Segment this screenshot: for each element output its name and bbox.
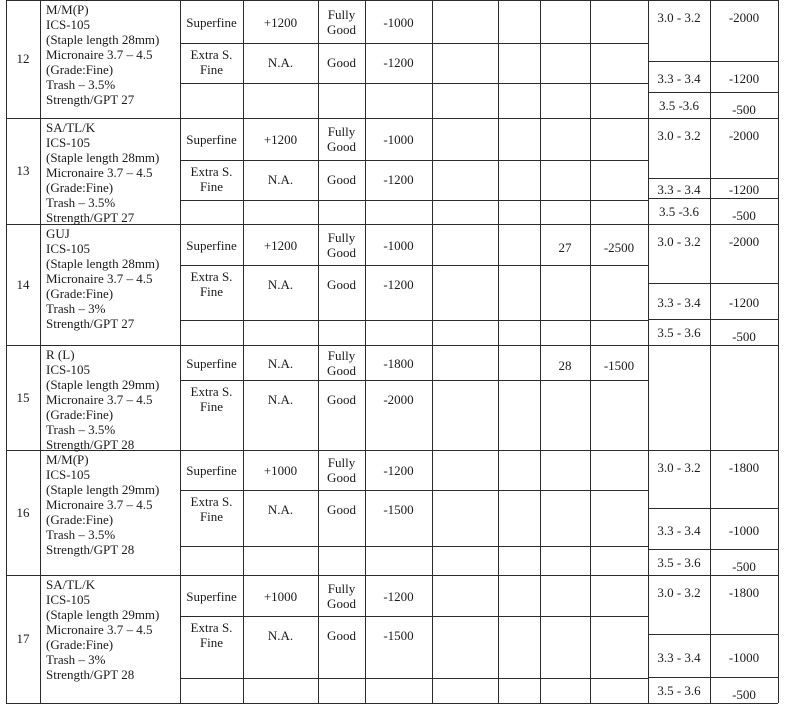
premium-extra-fine: N.A. (267, 628, 294, 643)
variety-description: ICS-105 (46, 467, 91, 482)
row-rule (648, 178, 778, 179)
micronaire-discount: -500 (732, 329, 756, 344)
grade-superfine: Superfine (186, 463, 237, 478)
row-rule (648, 549, 778, 550)
micronaire-range: 3.3 - 3.4 (657, 70, 701, 86)
micronaire-discount: -1800 (728, 460, 760, 475)
micronaire-discount: -1200 (728, 182, 760, 197)
column-rule (590, 0, 591, 703)
grade-extra-fine: Extra S. (190, 164, 233, 179)
variety-description: (Staple length 28mm) (46, 256, 160, 271)
strength-discount: -1500 (603, 357, 635, 373)
row-rule (180, 546, 648, 547)
variety-description: Strength/GPT 27 (46, 92, 135, 107)
variety-description: Trash – 3.5% (46, 77, 116, 92)
discount-extra-fine: -1200 (383, 172, 414, 187)
variety-description: Strength/GPT 28 (46, 437, 135, 452)
variety-description: ICS-105 (46, 135, 91, 150)
discount-superfine: -1200 (383, 588, 414, 604)
variety-description: ICS-105 (46, 241, 91, 256)
quality-fully-good: Fully (327, 6, 356, 22)
variety-description: Micronaire 3.7 – 4.5 (46, 622, 153, 637)
micronaire-range: 3.3 - 3.4 (657, 295, 701, 310)
variety-description: Strength/GPT 28 (46, 542, 135, 557)
micronaire-discount: -1000 (728, 649, 760, 665)
row-rule (180, 200, 648, 201)
serial-number: 13 (16, 163, 30, 178)
strength-discount: -2500 (603, 239, 635, 255)
quality-fully-good: Good (327, 362, 356, 378)
micronaire-discount: -500 (732, 102, 756, 117)
variety-description: (Staple length 28mm) (46, 32, 160, 47)
micronaire-discount: -500 (732, 687, 756, 702)
variety-description: Micronaire 3.7 – 4.5 (46, 392, 153, 407)
row-rule (6, 118, 778, 119)
variety-description: GUJ (46, 226, 70, 241)
quality-fully-good: Good (327, 244, 356, 260)
row-rule (180, 490, 648, 491)
discount-extra-fine: -1500 (383, 502, 414, 517)
row-rule (180, 678, 648, 679)
quality-good: Good (327, 502, 356, 517)
serial-number: 14 (16, 276, 30, 292)
column-rule (40, 0, 41, 703)
grade-extra-fine: Fine (199, 509, 224, 524)
row-rule (180, 43, 648, 44)
premium-superfine: +1000 (263, 463, 298, 478)
discount-superfine: -1000 (383, 132, 414, 147)
discount-extra-fine: -1200 (383, 55, 414, 70)
micronaire-discount: -1200 (728, 70, 760, 86)
micronaire-discount: -2000 (728, 234, 760, 249)
micronaire-discount: -500 (732, 559, 756, 574)
quality-fully-good: Good (327, 21, 356, 37)
column-rule (778, 0, 779, 703)
premium-extra-fine: N.A. (267, 172, 294, 187)
quality-good: Good (327, 277, 356, 292)
column-rule (540, 0, 541, 703)
variety-description: R (L) (46, 347, 75, 362)
variety-description: M/M(P) (46, 2, 89, 17)
row-rule (180, 265, 648, 266)
premium-superfine: +1200 (263, 237, 298, 253)
column-rule (710, 0, 711, 703)
variety-description: Trash – 3% (46, 301, 106, 316)
grade-superfine: Superfine (186, 237, 237, 253)
grade-extra-fine: Extra S. (190, 494, 233, 509)
premium-extra-fine: N.A. (267, 392, 294, 407)
row-rule (6, 0, 778, 1)
premium-extra-fine: N.A. (267, 277, 294, 292)
serial-number: 17 (16, 631, 30, 646)
variety-description: (Staple length 29mm) (46, 377, 160, 392)
discount-extra-fine: -1200 (383, 277, 414, 292)
micronaire-range: 3.3 - 3.4 (657, 649, 701, 665)
variety-description: Trash – 3% (46, 652, 106, 667)
grade-extra-fine: Fine (199, 635, 224, 650)
grade-superfine: Superfine (186, 355, 237, 371)
grade-extra-fine: Fine (199, 179, 224, 194)
discount-extra-fine: -2000 (383, 392, 414, 407)
variety-description: Trash – 3.5% (46, 195, 116, 210)
variety-description: (Grade:Fine) (46, 512, 114, 527)
variety-description: Trash – 3.5% (46, 527, 116, 542)
micronaire-discount: -2000 (728, 128, 760, 143)
micronaire-discount: -500 (732, 208, 756, 223)
column-rule (180, 0, 181, 703)
row-rule (648, 634, 778, 635)
column-rule (432, 0, 433, 703)
column-rule (318, 0, 319, 703)
variety-description: ICS-105 (46, 17, 91, 32)
variety-description: ICS-105 (46, 592, 91, 607)
grade-extra-fine: Fine (199, 62, 224, 77)
row-rule (180, 83, 648, 84)
grade-extra-fine: Fine (199, 284, 224, 299)
column-rule (6, 0, 7, 703)
serial-number: 16 (16, 504, 30, 520)
strength-value: 27 (558, 239, 572, 255)
strength-value: 28 (558, 357, 572, 373)
quality-fully-good: Good (327, 470, 356, 485)
grade-superfine: Superfine (186, 14, 237, 30)
micronaire-range: 3.5 - 3.6 (657, 683, 701, 698)
row-rule (648, 677, 778, 678)
variety-description: Strength/GPT 27 (46, 210, 135, 225)
quality-fully-good: Fully (327, 455, 356, 470)
variety-description: SA/TL/K (46, 120, 96, 135)
grade-extra-fine: Extra S. (190, 620, 233, 635)
column-rule (365, 0, 366, 703)
discount-superfine: -1000 (383, 237, 414, 253)
grade-extra-fine: Fine (199, 399, 224, 414)
variety-description: (Staple length 29mm) (46, 482, 160, 497)
variety-description: Micronaire 3.7 – 4.5 (46, 165, 153, 180)
row-rule (180, 380, 648, 381)
quality-good: Good (327, 172, 356, 187)
column-rule (498, 0, 499, 703)
grade-extra-fine: Extra S. (190, 269, 233, 284)
variety-description: Trash – 3.5% (46, 422, 116, 437)
quality-fully-good: Fully (327, 124, 356, 139)
variety-description: (Grade:Fine) (46, 637, 114, 652)
discount-superfine: -1000 (383, 14, 414, 30)
discount-superfine: -1800 (383, 355, 414, 371)
quality-fully-good: Fully (327, 229, 356, 245)
row-rule (180, 320, 648, 321)
row-rule (6, 345, 778, 346)
premium-superfine: +1000 (263, 588, 298, 604)
serial-number: 12 (16, 51, 30, 66)
micronaire-discount: -1000 (728, 522, 760, 538)
variety-description: Micronaire 3.7 – 4.5 (46, 497, 153, 512)
variety-description: Micronaire 3.7 – 4.5 (46, 271, 153, 286)
grade-superfine: Superfine (186, 132, 237, 147)
premium-superfine: +1200 (263, 132, 298, 147)
micronaire-range: 3.0 - 3.2 (657, 585, 701, 600)
row-rule (648, 319, 778, 320)
quality-fully-good: Good (327, 139, 356, 154)
quality-fully-good: Fully (327, 347, 356, 363)
row-rule (648, 508, 778, 509)
grade-extra-fine: Extra S. (190, 47, 233, 62)
variety-description: M/M(P) (46, 452, 89, 467)
row-rule (648, 283, 778, 284)
variety-description: ICS-105 (46, 362, 91, 377)
variety-description: (Grade:Fine) (46, 407, 114, 422)
variety-description: (Grade:Fine) (46, 62, 114, 77)
grade-superfine: Superfine (186, 588, 237, 604)
premium-superfine: +1200 (263, 14, 298, 30)
variety-description: Strength/GPT 27 (46, 316, 135, 331)
micronaire-range: 3.0 - 3.2 (657, 234, 701, 249)
micronaire-range: 3.5 -3.6 (658, 204, 700, 219)
micronaire-range: 3.5 -3.6 (658, 98, 700, 113)
serial-number: 15 (16, 389, 30, 405)
micronaire-range: 3.0 - 3.2 (657, 10, 701, 25)
row-rule (180, 160, 648, 161)
variety-description: (Grade:Fine) (46, 180, 114, 195)
row-rule (180, 616, 648, 617)
column-rule (648, 0, 649, 703)
micronaire-range: 3.5 - 3.6 (657, 325, 701, 340)
micronaire-range: 3.0 - 3.2 (657, 460, 701, 475)
micronaire-range: 3.0 - 3.2 (657, 128, 701, 143)
premium-extra-fine: N.A. (267, 55, 294, 70)
micronaire-range: 3.3 - 3.4 (657, 522, 701, 538)
variety-description: SA/TL/K (46, 577, 96, 592)
variety-description: (Staple length 28mm) (46, 150, 160, 165)
variety-description: Strength/GPT 28 (46, 667, 135, 682)
micronaire-discount: -1200 (728, 295, 760, 310)
micronaire-range: 3.3 - 3.4 (657, 182, 701, 197)
premium-superfine: N.A. (267, 355, 294, 371)
discount-superfine: -1200 (383, 463, 414, 478)
premium-extra-fine: N.A. (267, 502, 294, 517)
micronaire-range: 3.5 - 3.6 (657, 555, 701, 570)
quality-fully-good: Fully (327, 580, 356, 596)
quality-good: Good (327, 628, 356, 643)
quality-good: Good (327, 55, 356, 70)
variety-description: Micronaire 3.7 – 4.5 (46, 47, 153, 62)
quality-fully-good: Good (327, 595, 356, 611)
row-rule (648, 61, 778, 62)
micronaire-discount: -2000 (728, 10, 760, 25)
variety-description: (Grade:Fine) (46, 286, 114, 301)
variety-description: (Staple length 29mm) (46, 607, 160, 622)
column-rule (243, 0, 244, 703)
discount-extra-fine: -1500 (383, 628, 414, 643)
micronaire-discount: -1800 (728, 585, 760, 600)
row-rule (648, 92, 778, 93)
grade-extra-fine: Extra S. (190, 384, 233, 399)
row-rule (648, 198, 778, 199)
row-rule (6, 575, 778, 576)
quality-good: Good (327, 392, 356, 407)
